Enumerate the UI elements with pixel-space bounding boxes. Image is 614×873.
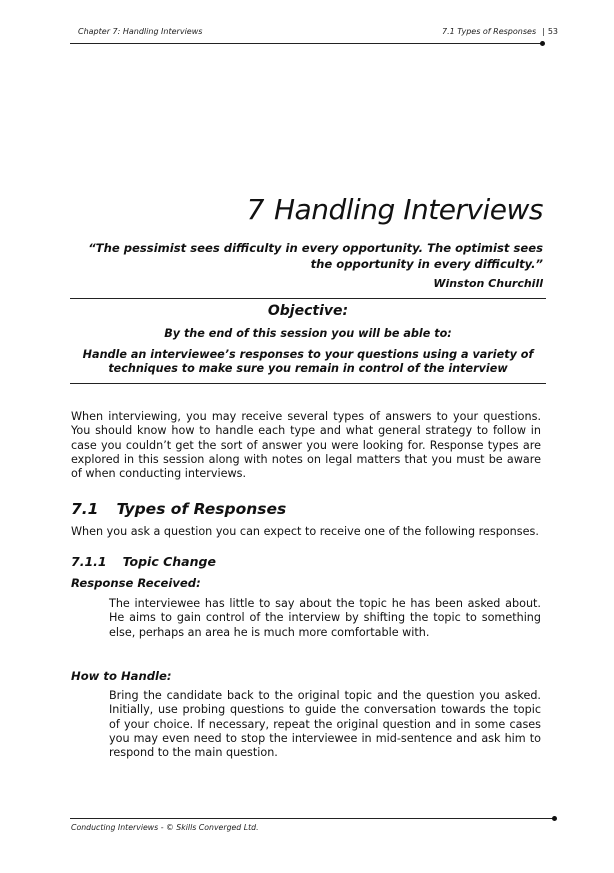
objective-bottom-rule — [70, 383, 546, 384]
objective-subheading: By the end of this session you will be able to: — [164, 327, 452, 340]
subsection-heading — [71, 554, 216, 569]
how-to-handle-label: How to Handle: — [71, 669, 172, 683]
section-title: Types of Responses — [116, 500, 287, 518]
section-heading — [71, 500, 286, 518]
subsection-number: 7.1.1 — [71, 554, 107, 569]
header-section-page — [442, 27, 558, 36]
header-section: 7.1 Types of Responses — [442, 27, 537, 36]
footer-rule — [70, 818, 554, 819]
subsection-title: Topic Change — [122, 554, 216, 569]
chapter-number: 7 — [246, 193, 264, 226]
response-received-label: Response Received: — [71, 576, 201, 590]
header-rule — [70, 43, 542, 44]
objective-text: Handle an interviewee’s responses to your questions using a variety of techniques to make sure you remain in control of the interview — [82, 348, 534, 375]
chapter-title-text: Handling Interviews — [274, 193, 543, 226]
page-footer: Conducting Interviews - © Skills Converged Ltd. — [71, 823, 259, 832]
intro-paragraph: When interviewing, you may receive several types of answers to your questions. You should know how to handle each type and what general strategy to follow in case you couldn’t get the sort of answer you were looking for. Response types are explored in this session along with notes on legal matters that you must be aware of when conducting interviews. — [71, 410, 541, 481]
section-number: 7.1 — [71, 500, 99, 518]
page-header — [78, 27, 558, 41]
objective-heading: Objective: — [267, 303, 349, 319]
objective-top-rule — [70, 298, 546, 299]
chapter-title — [247, 193, 543, 226]
how-to-handle-text: Bring the candidate back to the original topic and the question you asked. Initially, use probing questions to guide the conversation towards the topic of your choice. If necessary, repeat the original question and in some cases you may even need to stop the interviewee in mid-sentence and ask him to respond to the main question. — [109, 689, 541, 760]
header-chapter: Chapter 7: Handling Interviews — [78, 27, 203, 36]
header-separator: | — [542, 27, 545, 36]
chapter-quote: “The pessimist sees difficulty in every opportunity. The optimist sees the opportunity in every difficulty.” — [88, 241, 543, 271]
footer-rule-dot — [552, 816, 557, 821]
quote-author: Winston Churchill — [433, 277, 543, 290]
section-paragraph: When you ask a question you can expect to receive one of the following responses. — [71, 525, 539, 538]
response-received-text: The interviewee has little to say about the topic he has been asked about. He aims to gain control of the interview by shifting the topic to something else, perhaps an area he is much more comfortable with. — [109, 597, 541, 639]
header-rule-dot — [540, 41, 545, 46]
page-number: 53 — [547, 27, 558, 36]
